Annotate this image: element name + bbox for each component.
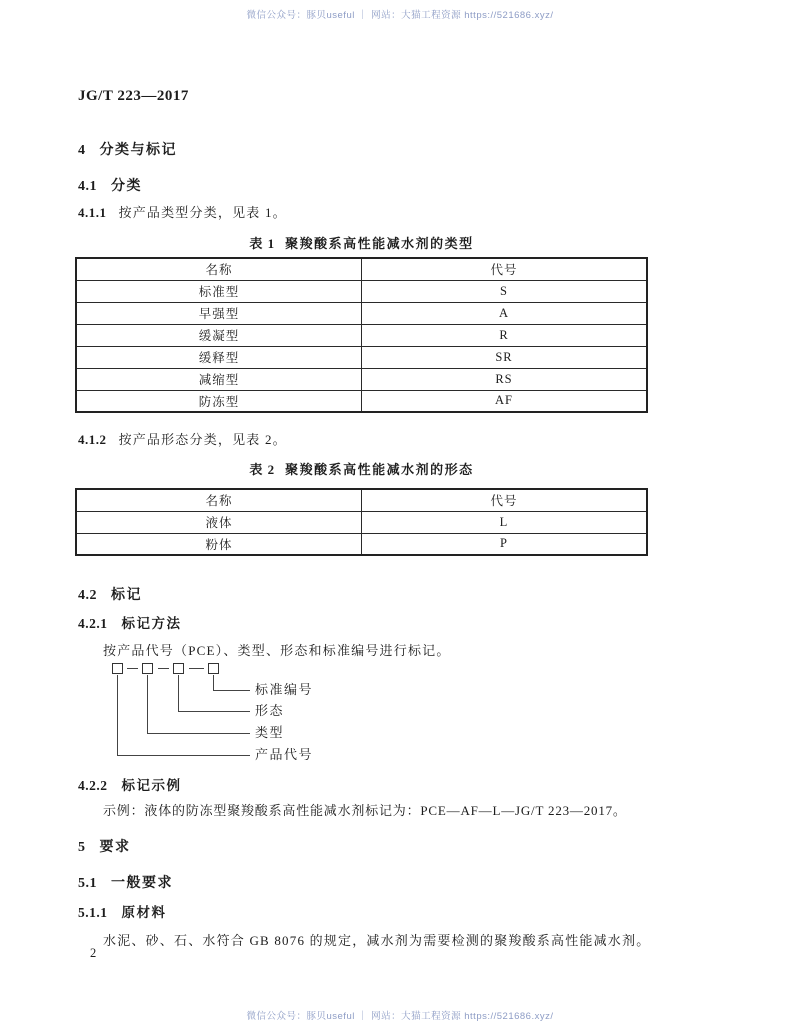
table-cell: 液体: [76, 511, 362, 533]
table-header-row: [76, 489, 647, 511]
leader-line: [117, 675, 118, 755]
diagram-label-standard-number: 标准编号: [255, 682, 314, 697]
clause-text: 按产品形态分类，见表 2。: [118, 432, 287, 447]
table-cell: 防冻型: [76, 390, 362, 412]
leader-line: [117, 755, 250, 756]
table-cell: AF: [362, 390, 648, 412]
diagram-label-type: 类型: [255, 725, 285, 740]
clause-4-2-2-body: 示例：液体的防冻型聚羧酸系高性能减水剂标记为：PCE—AF—L—JG/T 223—2017。: [103, 803, 627, 818]
clause-4-1-2: [78, 429, 287, 448]
leader-line: [147, 675, 148, 733]
table-caption-number: 表 2: [249, 462, 276, 477]
section-number: 4: [78, 143, 86, 158]
table-caption-title: 聚羧酸系高性能减水剂的形态: [285, 462, 474, 477]
table-cell: 粉体: [76, 533, 362, 555]
section-title: 一般要求: [111, 876, 173, 891]
table-row: [76, 390, 647, 412]
clause-5-1-1-body: 水泥、砂、石、水符合 GB 8076 的规定，减水剂为需要检测的聚羧酸系高性能减水剂。: [103, 933, 651, 948]
table1: [75, 257, 648, 413]
table-cell: RS: [362, 368, 648, 390]
section-number: 5.1.1: [78, 905, 108, 920]
table-cell: SR: [362, 346, 648, 368]
column-header: 名称: [76, 489, 362, 511]
table-cell: 早强型: [76, 302, 362, 324]
table-header-row: [76, 258, 647, 280]
table2-caption: [75, 459, 648, 478]
section-title: 分类: [111, 179, 142, 194]
table-caption-number: 表 1: [249, 236, 276, 251]
dash-separator: [158, 668, 169, 669]
page-number: 2: [90, 946, 97, 960]
column-header: 代号: [362, 258, 648, 280]
table-row: [76, 280, 647, 302]
marking-box-form: [173, 663, 184, 674]
section-number: 5: [78, 840, 86, 855]
section-title: 分类与标记: [99, 143, 177, 158]
section-title: 标记示例: [121, 778, 182, 793]
watermark-bottom: 微信公众号：豚贝useful ｜ 网站：大猫工程资源 https://521686.xyz/: [246, 1011, 554, 1022]
marking-box-product-code: [112, 663, 123, 674]
dash-separator: [127, 668, 138, 669]
table-cell: P: [362, 533, 648, 555]
leader-line: [213, 675, 214, 690]
section-number: 4.2.2: [78, 778, 108, 793]
table-cell: A: [362, 302, 648, 324]
marking-box-type: [142, 663, 153, 674]
watermark-top: 微信公众号：豚贝useful ｜ 网站：大猫工程资源 https://521686.xyz/: [246, 10, 554, 21]
table-cell: R: [362, 324, 648, 346]
table-caption-title: 聚羧酸系高性能减水剂的类型: [285, 236, 474, 251]
table-cell: 缓凝型: [76, 324, 362, 346]
diagram-label-form: 形态: [255, 703, 285, 718]
section-heading-4-2-2: [78, 774, 182, 794]
section-number: 4.1: [78, 179, 97, 194]
section-heading-4: [78, 139, 177, 159]
table-row: [76, 346, 647, 368]
section-number: 4.2: [78, 588, 97, 603]
table1-caption: [75, 233, 648, 252]
section-heading-4-1: [78, 175, 142, 195]
table-cell: 标准型: [76, 280, 362, 302]
table-row: [76, 324, 647, 346]
table-row: [76, 511, 647, 533]
table-cell: S: [362, 280, 648, 302]
table-cell: L: [362, 511, 648, 533]
column-header: 名称: [76, 258, 362, 280]
standard-code: JG/T 223—2017: [78, 88, 189, 104]
leader-line: [178, 711, 250, 712]
clause-4-2-1-body: 按产品代号（PCE）、类型、形态和标准编号进行标记。: [103, 643, 451, 658]
section-number: 4.2.1: [78, 616, 108, 631]
marking-diagram: [78, 658, 438, 768]
clause-number: 4.1.2: [78, 432, 107, 447]
table-cell: 缓释型: [76, 346, 362, 368]
clause-4-1-1: [78, 202, 287, 221]
section-title: 标记: [111, 588, 142, 603]
section-title: 原材料: [121, 905, 167, 920]
table-row: [76, 368, 647, 390]
section-title: 标记方法: [121, 616, 182, 631]
clause-text: 按产品类型分类，见表 1。: [118, 205, 287, 220]
marking-box-standard-number: [208, 663, 219, 674]
leader-line: [147, 733, 250, 734]
leader-line: [178, 675, 179, 711]
leader-line: [213, 690, 250, 691]
table-cell: 减缩型: [76, 368, 362, 390]
section-heading-4-2-1: [78, 612, 182, 632]
section-heading-5-1-1: [78, 901, 167, 921]
clause-number: 4.1.1: [78, 205, 107, 220]
section-heading-5: [78, 836, 131, 856]
section-number: 5.1: [78, 876, 97, 891]
column-header: 代号: [362, 489, 648, 511]
table2: [75, 488, 648, 556]
dash-separator: [189, 668, 204, 669]
section-title: 要求: [99, 840, 131, 855]
section-heading-5-1: [78, 872, 173, 892]
table-row: [76, 302, 647, 324]
diagram-label-product-code: 产品代号: [255, 747, 314, 762]
table-row: [76, 533, 647, 555]
section-heading-4-2: [78, 584, 142, 604]
